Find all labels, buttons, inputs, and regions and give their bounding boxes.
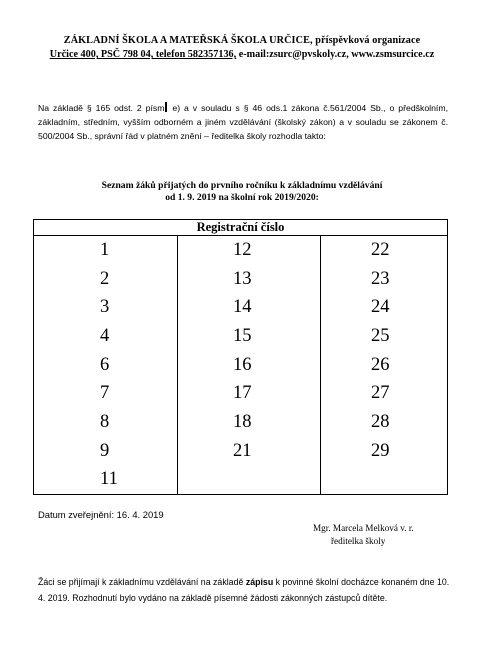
table-cell: 17: [178, 379, 321, 408]
table-cell: 13: [178, 265, 321, 294]
organization-type: příspěvková organizace: [315, 35, 421, 46]
table-cell: 11: [34, 466, 178, 495]
table-cell: 18: [178, 408, 321, 437]
table-header: Registrační číslo: [34, 220, 448, 236]
table-cell: 27: [321, 379, 448, 408]
table-cell: 4: [34, 322, 178, 351]
table-cell: 1: [34, 236, 178, 265]
table-row: [34, 379, 448, 408]
table-cell: 8: [34, 408, 178, 437]
paragraph-part2: e) a v souladu s § 46 ods.1 zákona č.561/2004 Sb., o předškolním, základním, středním, vyšším odborném a jiném vzdělávání (školský zákon) a v souladu se zákonem č. 500/2004 Sb., správní řád v platném znění – ředitelka školy rozhodla takto:: [38, 103, 448, 141]
table-cell: 22: [321, 236, 448, 265]
table-cell: 29: [321, 437, 448, 466]
table-cell: 14: [178, 293, 321, 322]
table-row: [34, 351, 448, 380]
letterhead: [0, 34, 484, 62]
table-cell: 12: [178, 236, 321, 265]
list-title-line1: Seznam žáků přijatých do prvního ročníku k základnímu vzdělávání: [101, 180, 383, 191]
table-row: [34, 437, 448, 466]
list-title-line2: od 1. 9. 2019 na školní rok 2019/2020:: [165, 192, 319, 203]
contact-line: [0, 48, 484, 62]
school-name-line: [0, 34, 484, 48]
footer-note: [38, 574, 450, 606]
table-row: [34, 293, 448, 322]
table-cell: 21: [178, 437, 321, 466]
table-cell: 2: [34, 265, 178, 294]
table-cell: 25: [321, 322, 448, 351]
address-phone: Určice 400, PSČ 798 04, telefon 582357136,: [49, 49, 237, 60]
footer-part1: Žáci se přijímají k základnímu vzdělávání na základě: [38, 577, 246, 587]
paragraph-part1: Na základě § 165 odst. 2 písm: [38, 103, 165, 113]
publication-date: Datum zveřejnění: 16. 4. 2019: [38, 509, 164, 520]
signatory-role: ředitelka školy: [331, 536, 386, 546]
registration-table: [33, 219, 448, 495]
table-cell: 16: [178, 351, 321, 380]
footer-part2: k povinné školní docházce konaném dne 10. 4. 2019. Rozhodnutí bylo vydáno na základě písemné žádosti zákonných zástupců dítěte.: [38, 577, 450, 603]
table-cell: [178, 466, 321, 495]
table-cell: 24: [321, 293, 448, 322]
decision-paragraph: [38, 101, 448, 143]
table-cell: 6: [34, 351, 178, 380]
table-row: [34, 408, 448, 437]
table-cell: 15: [178, 322, 321, 351]
school-name: ZÁKLADNÍ ŠKOLA A MATEŘSKÁ ŠKOLA URČICE,: [63, 35, 316, 46]
footer-bold-term: zápisu: [245, 577, 274, 587]
signatory-name: Mgr. Marcela Melková v. r.: [313, 523, 414, 533]
table-cell: 23: [321, 265, 448, 294]
table-cell: 9: [34, 437, 178, 466]
table-row: [34, 236, 448, 265]
email-web: e-mail:zsurc@pvskoly.cz, www.zsmsurcice.cz: [236, 49, 435, 60]
table-row: [34, 322, 448, 351]
table-cell: 28: [321, 408, 448, 437]
table-cell: 3: [34, 293, 178, 322]
table-cell: [321, 466, 448, 495]
table-cell: 7: [34, 379, 178, 408]
signature-block: [313, 522, 414, 548]
table-cell: 26: [321, 351, 448, 380]
table-row: [34, 466, 448, 495]
table-row: [34, 265, 448, 294]
list-title: [0, 180, 484, 204]
